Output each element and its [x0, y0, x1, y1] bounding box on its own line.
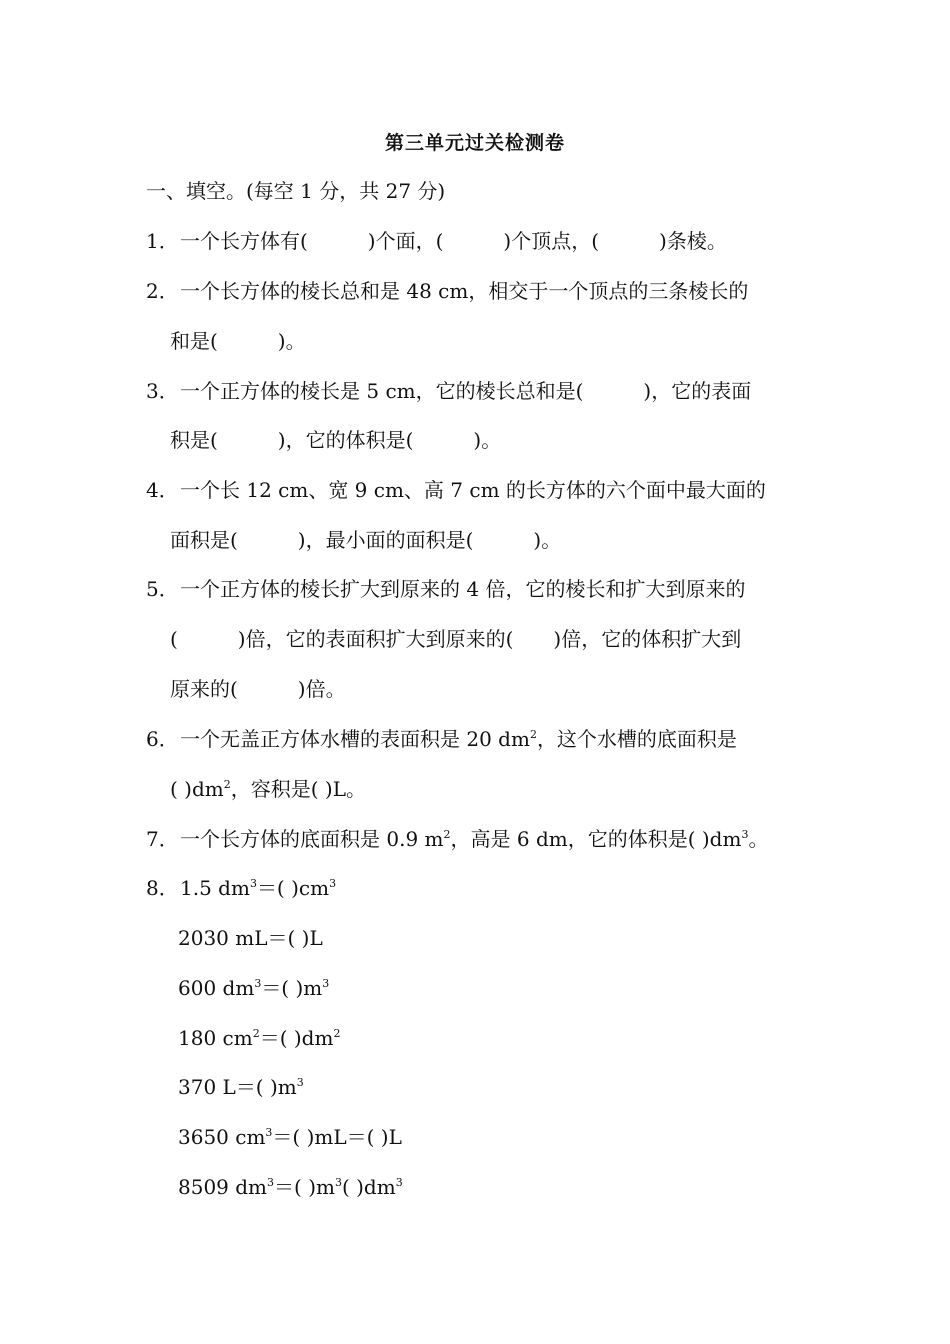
superscript: 2	[333, 1027, 341, 1040]
question-number: 5．	[146, 577, 179, 601]
conversion-text: ＝( )m	[274, 1175, 335, 1199]
conversion-text: 180 cm	[178, 1026, 253, 1050]
question-text: 一个无盖正方体水槽的表面积是 20 dm	[180, 727, 530, 751]
question-number: 7．	[146, 827, 179, 851]
question-number: 3．	[146, 379, 179, 403]
conversion-text: 1.5 dm	[180, 876, 250, 900]
superscript: 3	[741, 828, 749, 841]
section-heading: 一、填空。(每空 1 分，共 27 分)	[146, 179, 446, 203]
page-title: 第三单元过关检测卷	[384, 132, 565, 154]
conversion-text: ＝( )m	[261, 976, 323, 1000]
question-text: ，这个水槽的底面积是	[536, 727, 737, 751]
question-2	[146, 276, 748, 306]
conversion-text: ＝( )mL＝( )L	[272, 1125, 402, 1149]
question-number: 1．	[146, 229, 179, 253]
conversion-text: ＝( )cm	[256, 876, 330, 900]
question-text: 一个正方体的棱长是 5 cm，它的棱长总和是( )，它的表面	[180, 379, 752, 403]
superscript: 3	[329, 877, 337, 890]
conversion-item	[178, 973, 329, 1003]
superscript: 3	[267, 1176, 275, 1189]
superscript: 3	[395, 1176, 403, 1189]
question-4-cont: 面积是( )，最小面的面积是( )。	[170, 528, 562, 552]
conversion-text: 2030 mL＝( )L	[178, 926, 323, 950]
superscript: 3	[322, 977, 330, 990]
question-1	[146, 226, 727, 256]
superscript: 3	[254, 977, 262, 990]
question-2-cont: 和是( )。	[170, 329, 306, 353]
superscript: 3	[296, 1076, 304, 1089]
conversion-item	[178, 1023, 340, 1053]
conversion-item	[178, 1122, 402, 1152]
question-text: 一个长方体的棱长总和是 48 cm，相交于一个顶点的三条棱长的	[180, 279, 749, 303]
conversion-text: 3650 cm	[178, 1125, 266, 1149]
question-number: 2．	[146, 279, 179, 303]
superscript: 2	[252, 1027, 260, 1040]
superscript: 3	[265, 1126, 273, 1139]
conversion-item	[178, 923, 323, 953]
conversion-text: 600 dm	[178, 976, 255, 1000]
question-text: 一个长 12 cm、宽 9 cm、高 7 cm 的长方体的六个面中最大面的	[180, 478, 766, 502]
question-5	[146, 574, 745, 604]
superscript: 2	[223, 778, 231, 791]
question-text: ，高是 6 dm，它的体积是( )dm	[450, 827, 742, 851]
question-text: 。	[748, 827, 769, 851]
conversion-text: ＝( )dm	[259, 1026, 334, 1050]
question-5-cont: 原来的( )倍。	[170, 677, 346, 701]
question-5-cont: ( )倍，它的表面积扩大到原来的( )倍，它的体积扩大到	[170, 627, 742, 651]
superscript: 3	[334, 1176, 342, 1189]
conversion-text: ( )dm	[341, 1175, 396, 1199]
question-3	[146, 376, 751, 406]
conversion-text: 8509 dm	[178, 1175, 268, 1199]
question-7	[146, 824, 768, 854]
question-6	[146, 724, 737, 754]
conversion-item	[178, 1172, 403, 1202]
question-text: 一个长方体的底面积是 0.9 m	[180, 827, 444, 851]
conversion-text: 370 L＝( )m	[178, 1075, 297, 1099]
superscript: 2	[529, 728, 537, 741]
superscript: 3	[249, 877, 257, 890]
question-text: 一个长方体有( )个面，( )个顶点，( )条棱。	[180, 229, 727, 253]
question-number: 4．	[146, 478, 179, 502]
question-text: ( )dm	[170, 777, 224, 801]
question-6-cont	[170, 774, 366, 804]
question-number: 6．	[146, 727, 179, 751]
question-number: 8．	[146, 876, 179, 900]
question-8	[146, 873, 336, 903]
question-text: 一个正方体的棱长扩大到原来的 4 倍，它的棱长和扩大到原来的	[180, 577, 746, 601]
superscript: 2	[443, 828, 451, 841]
question-text: ，容积是( )L。	[230, 777, 366, 801]
question-4	[146, 475, 766, 505]
conversion-item	[178, 1072, 304, 1102]
question-3-cont: 积是( )，它的体积是( )。	[170, 428, 502, 452]
